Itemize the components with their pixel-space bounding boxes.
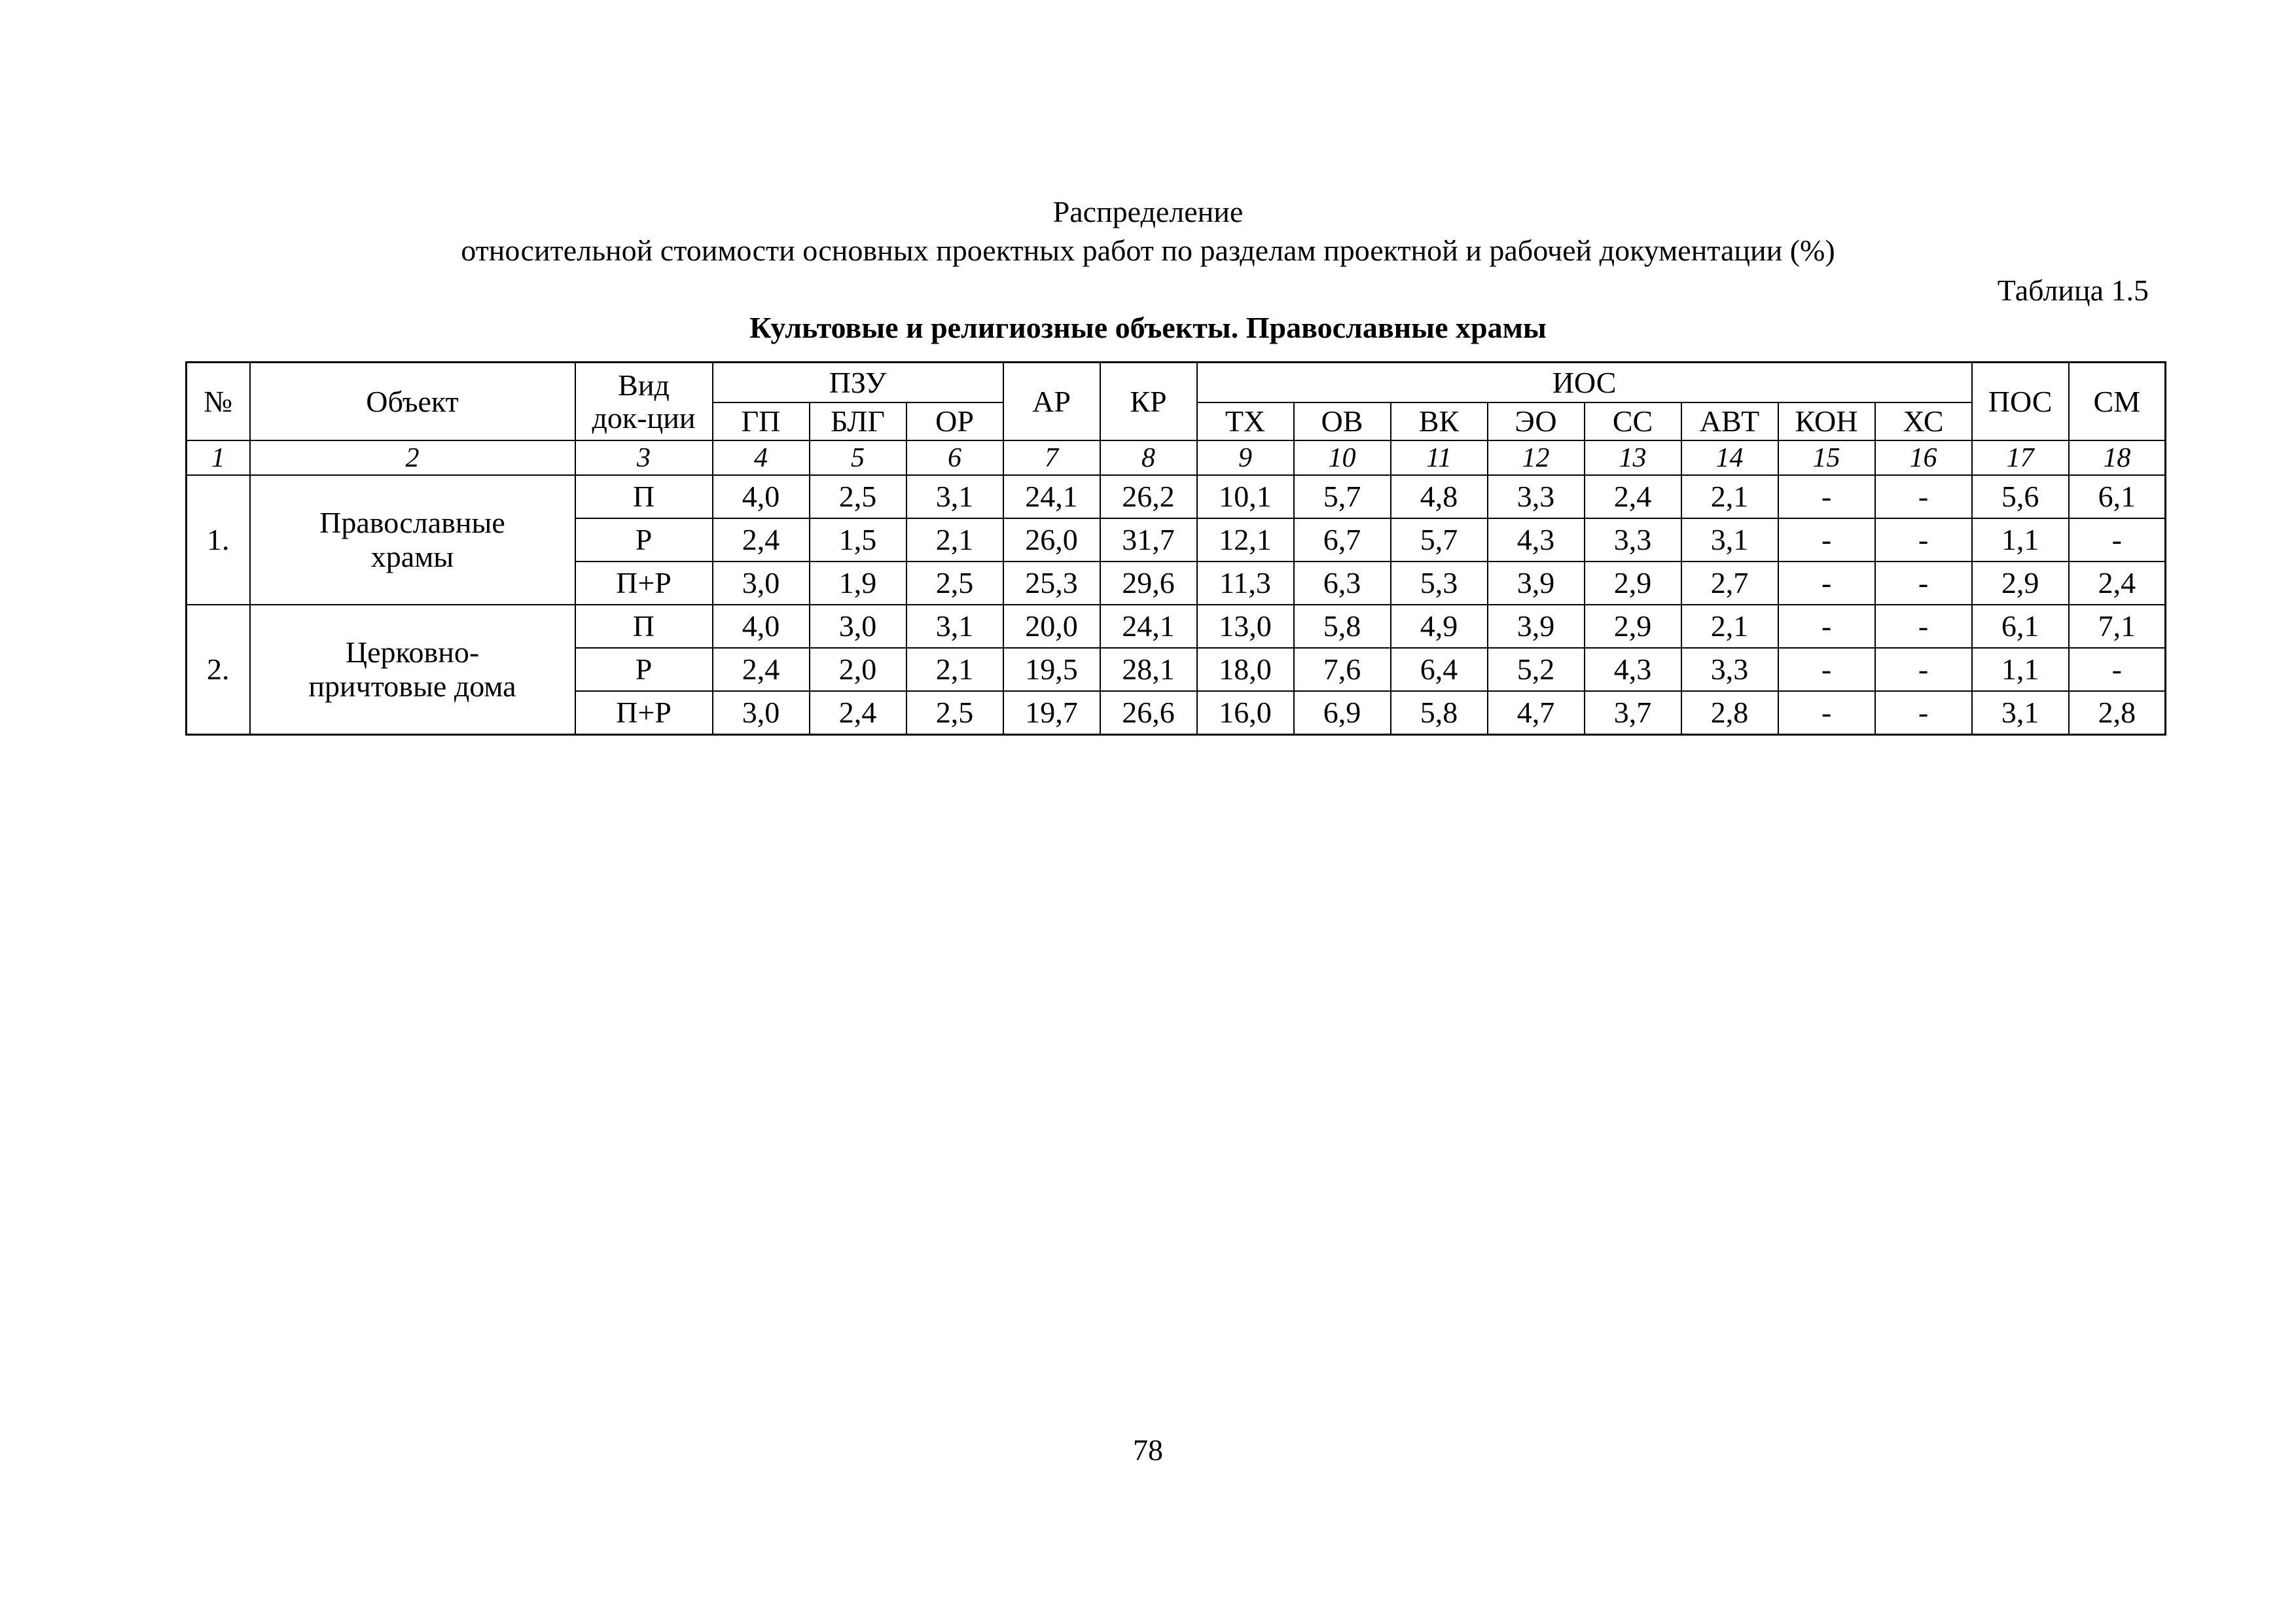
value-cell: 18,0 bbox=[1197, 648, 1294, 691]
header-pzu-sub: БЛГ bbox=[810, 402, 906, 440]
value-cell: 19,5 bbox=[1003, 648, 1100, 691]
value-cell: - bbox=[2069, 518, 2166, 562]
table-row bbox=[187, 475, 2166, 518]
value-cell: - bbox=[1778, 605, 1875, 648]
value-cell: - bbox=[1875, 475, 1972, 518]
column-number: 15 bbox=[1778, 440, 1875, 475]
value-cell: 5,7 bbox=[1294, 475, 1391, 518]
value-cell: 3,0 bbox=[713, 562, 810, 605]
value-cell: 2,1 bbox=[1681, 605, 1778, 648]
value-cell: 7,1 bbox=[2069, 605, 2166, 648]
value-cell: 24,1 bbox=[1100, 605, 1197, 648]
header-ios-sub: ОВ bbox=[1294, 402, 1391, 440]
column-number: 8 bbox=[1100, 440, 1197, 475]
value-cell: 24,1 bbox=[1003, 475, 1100, 518]
value-cell: 5,8 bbox=[1391, 691, 1488, 735]
header-ios-sub: АВТ bbox=[1681, 402, 1778, 440]
value-cell: 1,1 bbox=[1972, 518, 2069, 562]
value-cell: 2,4 bbox=[1585, 475, 1681, 518]
header-doc-type bbox=[575, 363, 713, 441]
header-ios-sub: КОН bbox=[1778, 402, 1875, 440]
value-cell: 5,6 bbox=[1972, 475, 2069, 518]
value-cell: 6,7 bbox=[1294, 518, 1391, 562]
value-cell: 7,6 bbox=[1294, 648, 1391, 691]
column-number: 3 bbox=[575, 440, 713, 475]
value-cell: 2,8 bbox=[2069, 691, 2166, 735]
value-cell: 4,3 bbox=[1585, 648, 1681, 691]
value-cell: 4,8 bbox=[1391, 475, 1488, 518]
value-cell: 3,3 bbox=[1585, 518, 1681, 562]
cost-distribution-table bbox=[185, 361, 2166, 736]
value-cell: 3,3 bbox=[1681, 648, 1778, 691]
value-cell: - bbox=[1875, 691, 1972, 735]
header-ios-sub: ВК bbox=[1391, 402, 1488, 440]
value-cell: - bbox=[2069, 648, 2166, 691]
header-ios-sub: СС bbox=[1585, 402, 1681, 440]
value-cell: 2,4 bbox=[713, 648, 810, 691]
value-cell: 3,1 bbox=[1681, 518, 1778, 562]
column-number: 5 bbox=[810, 440, 906, 475]
value-cell: - bbox=[1875, 605, 1972, 648]
value-cell: 20,0 bbox=[1003, 605, 1100, 648]
heading-title: Распределение bbox=[1052, 195, 1244, 228]
column-number: 7 bbox=[1003, 440, 1100, 475]
column-number: 6 bbox=[906, 440, 1003, 475]
value-cell: 6,1 bbox=[1972, 605, 2069, 648]
value-cell: 3,1 bbox=[906, 475, 1003, 518]
header-num: № bbox=[187, 363, 250, 441]
header-object: Объект bbox=[250, 363, 575, 441]
header-ios-sub: ХС bbox=[1875, 402, 1972, 440]
header-ios: ИОС bbox=[1197, 363, 1972, 403]
value-cell: 31,7 bbox=[1100, 518, 1197, 562]
value-cell: 3,9 bbox=[1488, 605, 1585, 648]
value-cell: 3,0 bbox=[713, 691, 810, 735]
value-cell: 25,3 bbox=[1003, 562, 1100, 605]
value-cell: 16,0 bbox=[1197, 691, 1294, 735]
header-doc-type-line1: Вид bbox=[618, 368, 670, 402]
value-cell: 11,3 bbox=[1197, 562, 1294, 605]
value-cell: 4,3 bbox=[1488, 518, 1585, 562]
column-number: 14 bbox=[1681, 440, 1778, 475]
value-cell: 5,7 bbox=[1391, 518, 1488, 562]
value-cell: 3,3 bbox=[1488, 475, 1585, 518]
value-cell: 2,5 bbox=[810, 475, 906, 518]
object-name-line1: Церковно- bbox=[345, 635, 480, 669]
value-cell: 1,9 bbox=[810, 562, 906, 605]
object-name-line2: причтовые дома bbox=[308, 669, 516, 703]
value-cell: 1,1 bbox=[1972, 648, 2069, 691]
value-cell: 2,0 bbox=[810, 648, 906, 691]
doc-type-cell: П bbox=[575, 605, 713, 648]
header-ar: АР bbox=[1003, 363, 1100, 441]
value-cell: 5,2 bbox=[1488, 648, 1585, 691]
header-pos: ПОС bbox=[1972, 363, 2069, 441]
value-cell: 1,5 bbox=[810, 518, 906, 562]
value-cell: 2,9 bbox=[1585, 562, 1681, 605]
value-cell: 2,7 bbox=[1681, 562, 1778, 605]
header-pzu-sub: ГП bbox=[713, 402, 810, 440]
value-cell: 26,2 bbox=[1100, 475, 1197, 518]
value-cell: 2,4 bbox=[713, 518, 810, 562]
value-cell: 2,1 bbox=[1681, 475, 1778, 518]
header-ios-sub: ТХ bbox=[1197, 402, 1294, 440]
value-cell: 5,8 bbox=[1294, 605, 1391, 648]
value-cell: - bbox=[1778, 691, 1875, 735]
header-pzu: ПЗУ bbox=[713, 363, 1003, 403]
value-cell: 3,1 bbox=[906, 605, 1003, 648]
value-cell: 4,9 bbox=[1391, 605, 1488, 648]
column-number: 16 bbox=[1875, 440, 1972, 475]
value-cell: 3,9 bbox=[1488, 562, 1585, 605]
value-cell: - bbox=[1778, 475, 1875, 518]
object-name bbox=[250, 475, 575, 605]
value-cell: 3,1 bbox=[1972, 691, 2069, 735]
value-cell: - bbox=[1875, 648, 1972, 691]
value-cell: 2,1 bbox=[906, 518, 1003, 562]
header-doc-type-line2: док-ции bbox=[592, 401, 696, 435]
object-number: 1. bbox=[187, 475, 250, 605]
value-cell: 2,4 bbox=[2069, 562, 2166, 605]
column-number: 13 bbox=[1585, 440, 1681, 475]
value-cell: 2,4 bbox=[810, 691, 906, 735]
object-number: 2. bbox=[187, 605, 250, 735]
column-number: 10 bbox=[1294, 440, 1391, 475]
table-row bbox=[187, 605, 2166, 648]
column-number: 11 bbox=[1391, 440, 1488, 475]
value-cell: - bbox=[1778, 562, 1875, 605]
value-cell: 19,7 bbox=[1003, 691, 1100, 735]
column-number: 17 bbox=[1972, 440, 2069, 475]
value-cell: 2,8 bbox=[1681, 691, 1778, 735]
value-cell: 2,9 bbox=[1585, 605, 1681, 648]
column-number: 18 bbox=[2069, 440, 2166, 475]
header-pzu-sub: ОР bbox=[906, 402, 1003, 440]
value-cell: 4,0 bbox=[713, 605, 810, 648]
column-number: 1 bbox=[187, 440, 250, 475]
value-cell: 2,5 bbox=[906, 691, 1003, 735]
page-number: 78 bbox=[1133, 1433, 1163, 1467]
object-name-line2: храмы bbox=[370, 540, 454, 573]
value-cell: 6,3 bbox=[1294, 562, 1391, 605]
value-cell: 2,9 bbox=[1972, 562, 2069, 605]
table-title: Культовые и религиозные объекты. Православные храмы bbox=[749, 311, 1547, 344]
doc-type-cell: Р bbox=[575, 518, 713, 562]
value-cell: 12,1 bbox=[1197, 518, 1294, 562]
doc-type-cell: П+Р bbox=[575, 562, 713, 605]
column-number: 2 bbox=[250, 440, 575, 475]
header-sm: СМ bbox=[2069, 363, 2166, 441]
value-cell: 3,7 bbox=[1585, 691, 1681, 735]
object-name bbox=[250, 605, 575, 735]
value-cell: - bbox=[1875, 562, 1972, 605]
value-cell: 26,0 bbox=[1003, 518, 1100, 562]
column-number: 9 bbox=[1197, 440, 1294, 475]
value-cell: - bbox=[1875, 518, 1972, 562]
doc-type-cell: П+Р bbox=[575, 691, 713, 735]
value-cell: 3,0 bbox=[810, 605, 906, 648]
column-number-row bbox=[187, 440, 2166, 475]
value-cell: 28,1 bbox=[1100, 648, 1197, 691]
value-cell: 26,6 bbox=[1100, 691, 1197, 735]
column-number: 4 bbox=[713, 440, 810, 475]
value-cell: - bbox=[1778, 648, 1875, 691]
value-cell: 2,5 bbox=[906, 562, 1003, 605]
value-cell: 10,1 bbox=[1197, 475, 1294, 518]
doc-type-cell: Р bbox=[575, 648, 713, 691]
header-kr: КР bbox=[1100, 363, 1197, 441]
value-cell: 4,0 bbox=[713, 475, 810, 518]
value-cell: 6,1 bbox=[2069, 475, 2166, 518]
value-cell: 5,3 bbox=[1391, 562, 1488, 605]
value-cell: 6,4 bbox=[1391, 648, 1488, 691]
heading-subtitle: относительной стоимости основных проектных работ по разделам проектной и рабочей документации (%) bbox=[461, 234, 1835, 267]
doc-type-cell: П bbox=[575, 475, 713, 518]
table-number: Таблица 1.5 bbox=[1997, 274, 2149, 307]
header-ios-sub: ЭО bbox=[1488, 402, 1585, 440]
value-cell: 6,9 bbox=[1294, 691, 1391, 735]
table-body bbox=[187, 440, 2166, 735]
header-row-1 bbox=[187, 363, 2166, 403]
value-cell: 13,0 bbox=[1197, 605, 1294, 648]
value-cell: 2,1 bbox=[906, 648, 1003, 691]
value-cell: 4,7 bbox=[1488, 691, 1585, 735]
object-name-line1: Православные bbox=[319, 506, 505, 539]
value-cell: 29,6 bbox=[1100, 562, 1197, 605]
column-number: 12 bbox=[1488, 440, 1585, 475]
value-cell: - bbox=[1778, 518, 1875, 562]
